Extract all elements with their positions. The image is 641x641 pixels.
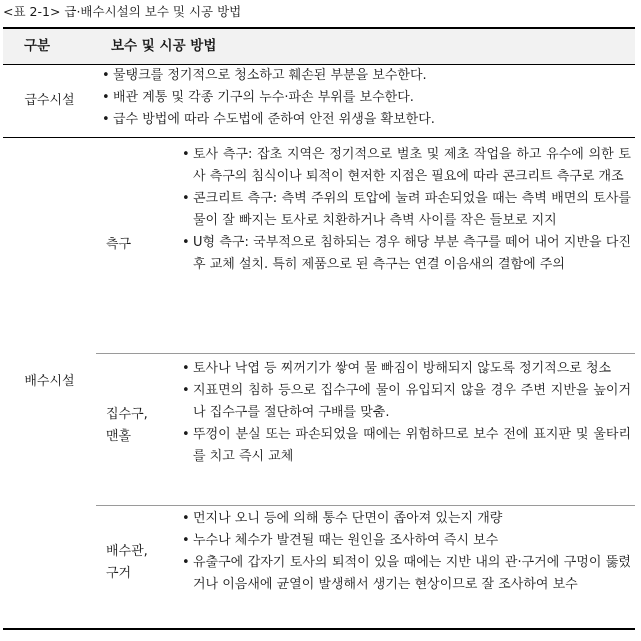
drain-pipe-list [181, 508, 631, 596]
list-item: • 누수나 체수가 발견될 때는 원인을 조사하여 즉시 보수 [181, 530, 631, 552]
list-item: • 토사 측구: 잡초 지역은 정기적으로 벌초 및 제초 작업을 하고 유수에 의한 토사 측구의 침식이나 퇴적이 현저한 지점은 필요에 따라 콘크리트 측구로 개조 [181, 144, 631, 188]
gutter-list [181, 144, 631, 276]
list-item: • 뚜껑이 분실 또는 파손되었을 때에는 위험하므로 보수 전에 표지판 및 울타리를 치고 즉시 교체 [181, 424, 631, 468]
table-caption: <표 2-1> 급·배수시설의 보수 및 시공 방법 [3, 4, 242, 19]
repair-methods-table [3, 27, 635, 630]
category-drainage: 배수시설 [24, 374, 75, 389]
list-item: • 유출구에 갑자기 토사의 퇴적이 있을 때에는 지반 내의 관·구거에 구멍이 뚫렸거나 이음새에 균열이 발생해서 생기는 현상이므로 잘 조사하여 보수 [181, 552, 631, 596]
bottom-rule [3, 628, 635, 630]
section-rule [3, 137, 635, 138]
subsection-rule [96, 353, 635, 354]
top-rule [3, 27, 635, 29]
header-row [3, 29, 635, 65]
list-item: • 지표면의 침하 등으로 집수구에 물이 유입되지 않을 경우 주변 지반을 높이거나 집수구를 절단하여 구배를 맞춤. [181, 380, 631, 424]
list-item: • 토사나 낙엽 등 찌꺼기가 쌓여 물 빠짐이 방해되지 않도록 정기적으로 청소 [181, 358, 631, 380]
catch-basin-list [181, 358, 631, 468]
subsection-drain-pipe: 배수관, 구거 [106, 544, 148, 581]
subsection-rule [96, 505, 635, 506]
subsection-gutter: 측구 [106, 237, 132, 252]
list-item: • U형 측구: 국부적으로 침하되는 경우 해당 부분 측구를 떼어 내어 지반을 다진 후 교체 설치. 특히 제품으로 된 측구는 연결 이음새의 결함에 주의 [181, 232, 631, 276]
subsection-catch-basin: 집수구, 맨홀 [106, 407, 148, 444]
header-category: 구분 [24, 38, 51, 54]
header-method: 보수 및 시공 방법 [111, 38, 217, 54]
list-item: • 물탱크를 정기적으로 청소하고 훼손된 부분을 보수한다. [101, 65, 631, 87]
water-supply-list [101, 65, 631, 131]
list-item: • 배관 계통 및 각종 기구의 누수·파손 부위를 보수한다. [101, 87, 631, 109]
list-item: • 콘크리트 측구: 측벽 주위의 토압에 눌려 파손되었을 때는 측벽 배면의 토사를 물이 잘 빠지는 토사로 치환하거나 측벽 사이를 작은 들보로 지지 [181, 188, 631, 232]
list-item: • 먼지나 오니 등에 의해 통수 단면이 좁아져 있는지 개량 [181, 508, 631, 530]
category-water-supply: 급수시설 [24, 93, 75, 108]
list-item: • 급수 방법에 따라 수도법에 준하여 안전 위생을 확보한다. [101, 109, 631, 131]
